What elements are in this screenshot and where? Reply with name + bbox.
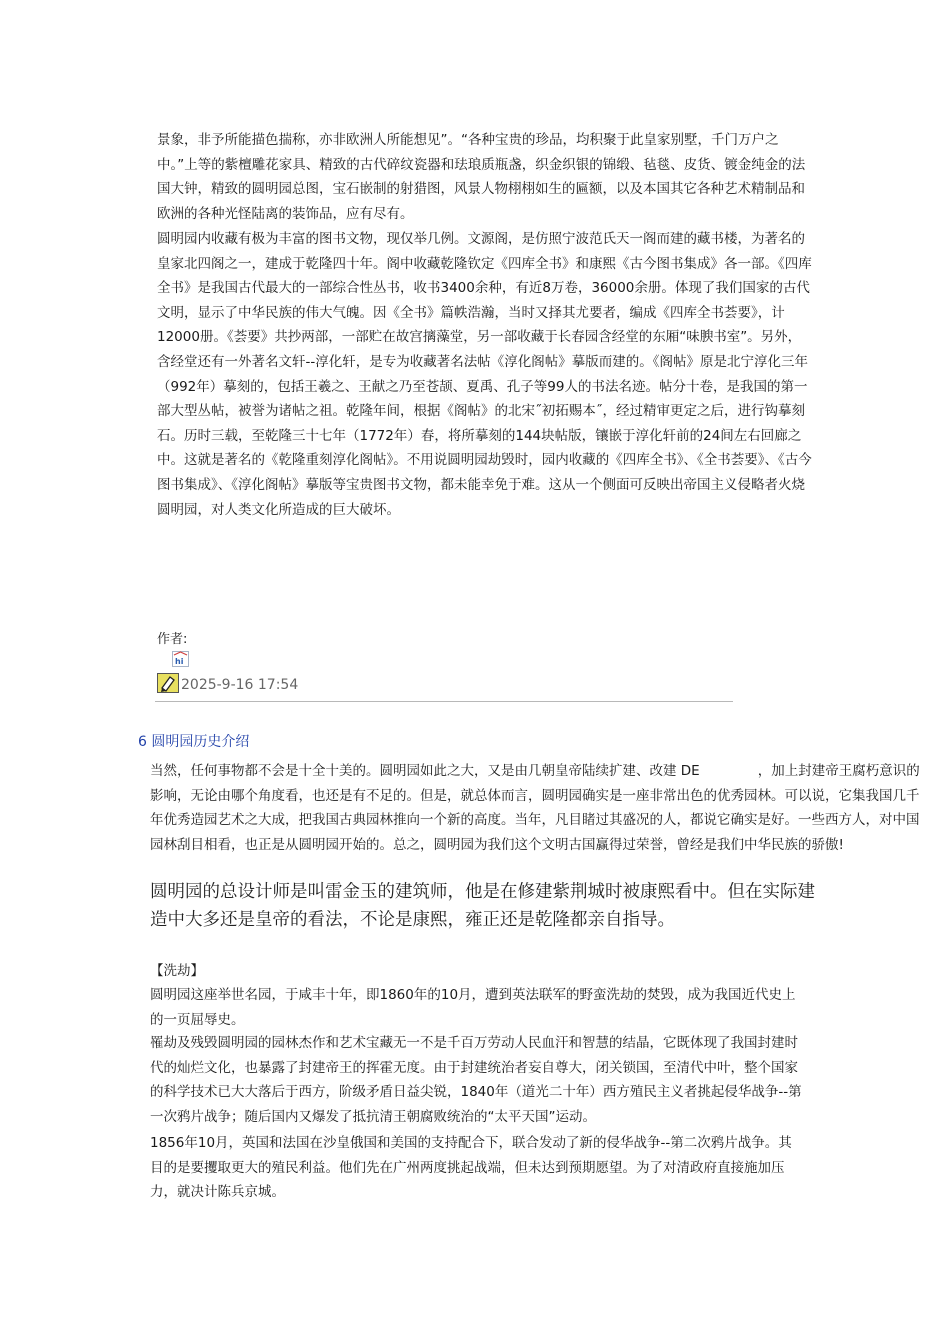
divider <box>155 701 733 702</box>
edit-icon[interactable] <box>157 673 179 693</box>
svg-text:hi: hi <box>175 657 184 666</box>
hi-icon[interactable] <box>172 651 189 667</box>
designer-paragraph: 圆明园的总设计师是叫雷金玉的建筑师，他是在修建紫荆城时被康熙看中。但在实际建造中大多还是皇帝的看法，不论是康熙，雍正还是乾隆都亲自指导。 <box>150 882 815 930</box>
section-paragraph-1-part-a: 当然，任何事物都不会是十全十美的。圆明园如此之大，又是由几朝皇帝陆续扩建、改建 DE <box>150 763 700 779</box>
looting-paragraph-2: 罹劫及残毁圆明园的园林杰作和艺术宝藏无一不是千百万劳动人民血汗和智慧的结晶，它既体现了我国封建时代的灿烂文化，也暴露了封建帝王的挥霍无度。由于封建统治者妄自尊大，闭关锁国，至清代中叶，整个国家的科学技术已大大落后于西方，阶级矛盾日益尖锐，1840年（道光二十年）西方殖民主义者挑起侵华战争--第一次鸦片战争；随后国内又爆发了抵抗清王朝腐败统治的“太平天国”运动。 <box>150 1035 802 1125</box>
section-paragraph-1 <box>150 759 930 857</box>
body-paragraph-1: 景象，非予所能描色揣称，亦非欧洲人所能想见”。“各种宝贵的珍品，均积聚于此皇家别墅，千门万户之中。”上等的紫檀雕花家具、精致的古代碎纹瓷器和珐琅质瓶盏，织金织银的锦缎、毡毯、皮货、镀金纯金的法国大钟，精致的圆明园总图，宝石嵌制的射猎图，风景人物栩栩如生的匾额，以及本国其它各种艺术精制品和欧洲的各种光怪陆离的装饰品，应有尽有。 <box>157 132 806 222</box>
looting-paragraph-1: 圆明园这座举世名园，于咸丰十年，即1860年的10月，遭到英法联军的野蛮洗劫的焚毁，成为我国近代史上的一页屈辱史。 <box>150 987 796 1028</box>
section-paragraph-1-part-b: ，加上封建帝王腐朽意识的影响，无论由哪个角度看，也还是有不足的。但是，就总体而言，圆明园确实是一座非常出色的优秀园林。可以说，它集我国几千年优秀造园艺术之大成，把我国古典园林推向一个新的高度。当年，凡目睹过其盛况的人，都说它确实是好。一些西方人，对中国园林刮目相看，也正是从圆明园开始的。总之，圆明园为我们这个文明古国赢得过荣誉，曾经是我们中华民族的骄傲! <box>150 763 920 853</box>
section-title-link[interactable]: 6 圆明园历史介绍 <box>138 734 250 750</box>
post-date: 2025-9-16 17:54 <box>181 677 299 693</box>
author-label: 作者: <box>157 632 188 647</box>
looting-heading: 【洗劫】 <box>150 963 204 979</box>
looting-paragraph-3: 1856年10月，英国和法国在沙皇俄国和美国的支持配合下，联合发动了新的侵华战争--第二次鸦片战争。其目的是要攫取更大的殖民利益。他们先在广州两度挑起战端，但未达到预期愿望。为了对清政府直接施加压力，就决计陈兵京城。 <box>150 1135 792 1201</box>
body-paragraph-2: 圆明园内收藏有极为丰富的图书文物，现仅举几例。文源阁，是仿照宁波范氏天一阁而建的藏书楼，为著名的皇家北四阁之一，建成于乾隆四十年。阁中收藏乾隆钦定《四库全书》和康熙《古今图书集成》各一部。《四库全书》是我国古代最大的一部综合性丛书，收书3400余种，有近8万卷，36000余册。体现了我们国家的古代文明，显示了中华民族的伟大气魄。因《全书》篇帙浩瀚，当时又择其尤要者，编成《四库全书荟要》，计12000册。《荟要》共抄两部，一部贮在故宫摛藻堂，另一部收藏于长春园含经堂的东厢“味腴书室”。另外，含经堂还有一外著名文轩--淳化轩，是专为收藏著名法帖《淳化阁帖》摹版而建的。《阁帖》原是北宁淳化三年（992年）摹刻的，包括王羲之、王献之乃至苍颉、夏禹、孔子等99人的书法名迹。帖分十卷，是我国的第一部大型丛帖，被誉为诸帖之祖。乾隆年间，根据《阁帖》的北宋˝初拓赐本˝，经过精审更定之后，进行钩摹刻石。历时三载，至乾隆三十七年（1772年）春，将所摹刻的144块帖版，镶嵌于淳化轩前的24间左右回廊之中。这就是著名的《乾隆重刻淳化阁帖》。不用说圆明园劫毁时，园内收藏的《四库全书》、《全书荟要》、《古今图书集成》、《淳化阁帖》摹版等宝贵图书文物，都未能幸免于难。这从一个侧面可反映出帝国主义侵略者火烧圆明园，对人类文化所造成的巨大破坏。 <box>157 231 812 518</box>
